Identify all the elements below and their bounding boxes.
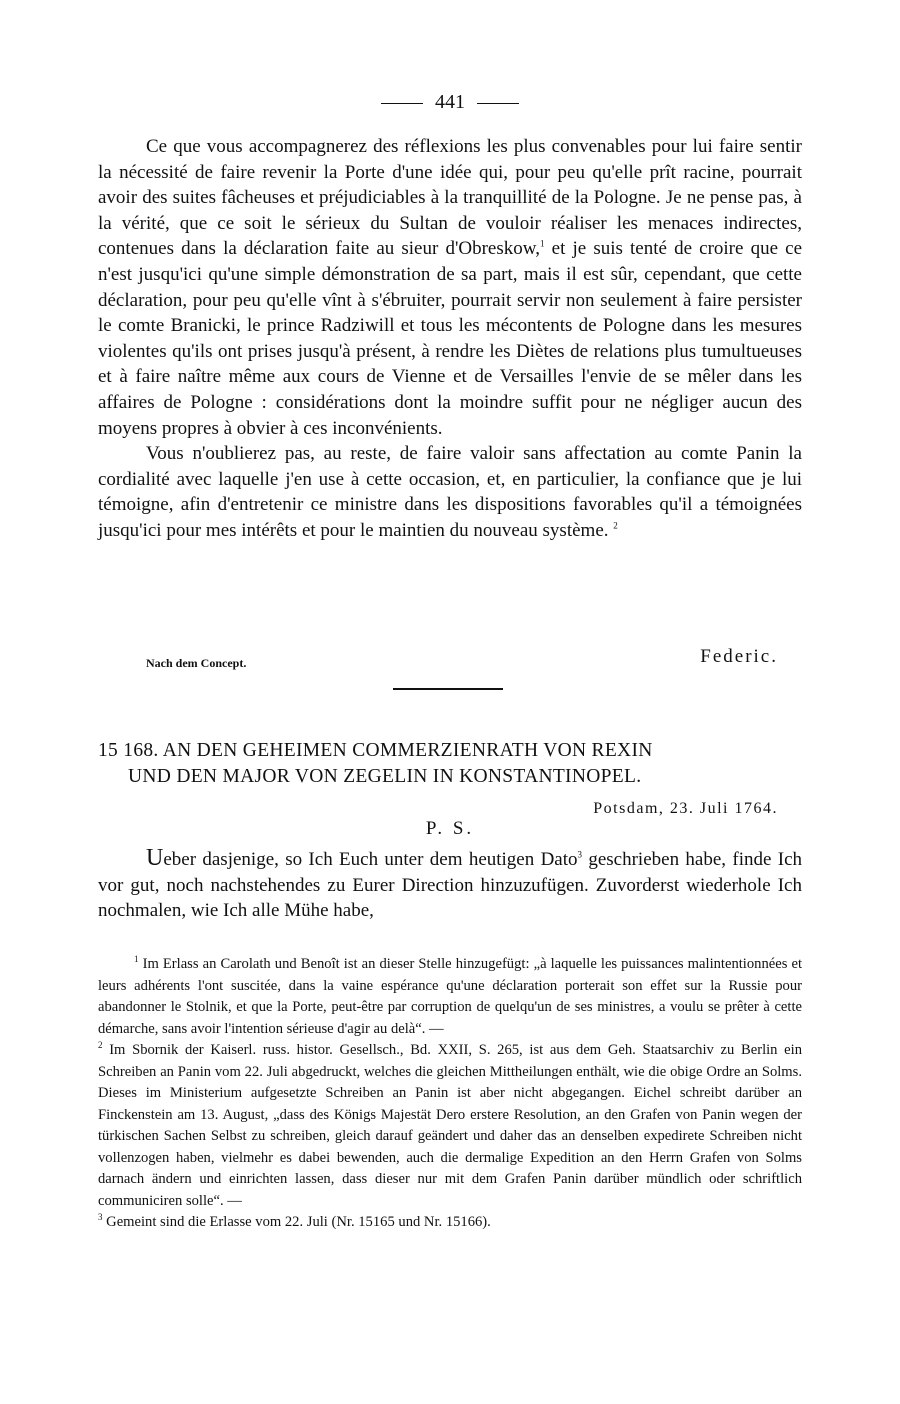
footnote-2-text: Im Sbornik der Kaiserl. russ. histor. Gesellsch., Bd. XXII, S. 265, ist aus dem Geh. Staatsarchiv zu Berlin ein Schreiben an Panin vom 22. Juli abgedruckt, welches die gleichen Mittheilungen enthält, wie die obige Ordre an Solms. Dieses im Ministerium aufgesetzte Schreiben an Panin ist aber nicht abgegangen. Eichel schreibt darüber an Finckenstein am 13. August, „dass des Königs Majestät Dero erstere Resolution, an den Grafen von Panin wegen der türkischen Sachen Selbst zu schreiben, gleich darauf geändert und daher das an denselben expedirete Schreiben nicht vollenzogen haben, vielmehr es dabei bewenden, auch die dermalige Expedition an den Herrn Grafen von Solms darnach ändern und einrichten lassen, dass dieser nur mit dem Grafen Panin darüber mündlich oder schriftlich communiciren solle“. — — [98, 1042, 802, 1209]
letter-paragraph-2 — [98, 441, 802, 543]
footnote-ref-3: 3 — [577, 849, 583, 860]
footnotes — [98, 954, 802, 1234]
footnote-3-text: Gemeint sind die Erlasse vom 22. Juli (Nr. 15165 und Nr. 15166). — [102, 1214, 491, 1230]
footnote-1-text: Im Erlass an Carolath und Benoît ist an dieser Stelle hinzugefügt: „à laquelle les puissances malintentionnées et leurs adhérents l'ont suscitée, dans la vaine espérance qu'une déclaration porterait son effet sur la Russie pour abandonner le Stolnik, et que la Porte, peut-être par corruption de quelqu'un de ses ministres, a voulu se prêter à cette démarche, sans avoir l'intention sérieuse d'agir au delà“. — — [98, 956, 802, 1037]
page-number: 441 — [435, 91, 465, 113]
letter-body — [98, 134, 802, 544]
closing-row — [98, 646, 788, 674]
footnote-ref-2: 2 — [613, 520, 618, 531]
signature: Federic. — [700, 646, 778, 667]
postscript-label: P. S. — [425, 818, 475, 839]
heading-line-2: UND DEN MAJOR VON ZEGELIN IN KONSTANTINOPEL. — [128, 766, 642, 787]
footnote-1 — [98, 954, 802, 1040]
footnote-ref-1: 1 — [540, 239, 545, 250]
postscript-paragraph — [98, 846, 802, 924]
section-divider — [393, 688, 503, 690]
heading-line-1 — [98, 738, 802, 764]
header-rule-right — [477, 103, 519, 104]
postscript-body — [98, 846, 802, 924]
letter-text-2: Vous n'oublierez pas, au reste, de faire valoir sans affectation au comte Panin la cordialité avec laquelle j'en use à cette occasion, et, en particulier, la confiance que je lui témoigne, afin d'entretenir ce ministre dans les dispositions favorables qu'il a témoignées jusqu'ici pour mes intérêts et pour le maintien du nouveau système. — [98, 443, 802, 541]
footnote-2-mark: 2 — [98, 1040, 103, 1051]
source-note: Nach dem Concept. — [146, 656, 247, 670]
header-rule-left — [381, 103, 423, 104]
document-number: 15 168. — [98, 740, 159, 761]
footnote-1-mark: 1 — [134, 954, 139, 965]
letter-text-1b: et je suis tenté de croire que ce n'est jusqu'ici qu'une simple démonstration de sa part, mais il est sûr, cependant, que cette déclaration, pour peu qu'elle vînt à s'ébruiter, pourrait servir non seulement à faire persister le comte Branicki, le prince Radziwill et tous les mécontents de Pologne dans les mesures violentes qu'ils ont prises jusqu'à présent, à rendre les Diètes de relations plus tumultueuses et à faire naître même aux cours de Vienne et de Versailles l'envie de se mêler dans les affaires de Pologne : considérations dont la moindre suffit pour ne négliger aucun des moyens propres à obvier à ces inconvénients. — [98, 238, 803, 439]
letter-text-1a: Ce que vous accompagnerez des réflexions les plus convenables pour lui faire sentir la nécessité de faire revenir la Porte d'une idée qui, pour peu qu'elle prît racine, pourrait avoir des suites fâcheuses et préjudiciables à la tranquillité de la Pologne. Je ne pense pas, à la vérité, que ce soit le sérieux du Sultan de vouloir réaliser les menaces indirectes, contenues dans la déclaration faite au sieur d'Obreskow, — [98, 136, 802, 260]
postscript-text-b: geschrieben habe, finde Ich vor gut, noch nachstehendes zu Eurer Direction hinzuzufügen. Zuvorderst wiederhole Ich nochmalen, wie Ich alle Mühe habe, — [98, 849, 802, 921]
heading-text-1: AN DEN GEHEIMEN COMMERZIENRATH VON REXIN — [162, 740, 653, 761]
page-header — [0, 88, 900, 116]
footnote-3 — [98, 1212, 802, 1234]
footnote-2 — [98, 1040, 802, 1212]
dateline: Potsdam, 23. Juli 1764. — [593, 800, 778, 817]
postscript-text-a: eber dasjenige, so Ich Euch unter dem heutigen Dato — [163, 849, 578, 870]
document-heading — [98, 738, 802, 790]
footnote-3-mark: 3 — [98, 1212, 103, 1223]
initial-letter: U — [146, 845, 164, 871]
letter-paragraph-1 — [98, 134, 802, 441]
